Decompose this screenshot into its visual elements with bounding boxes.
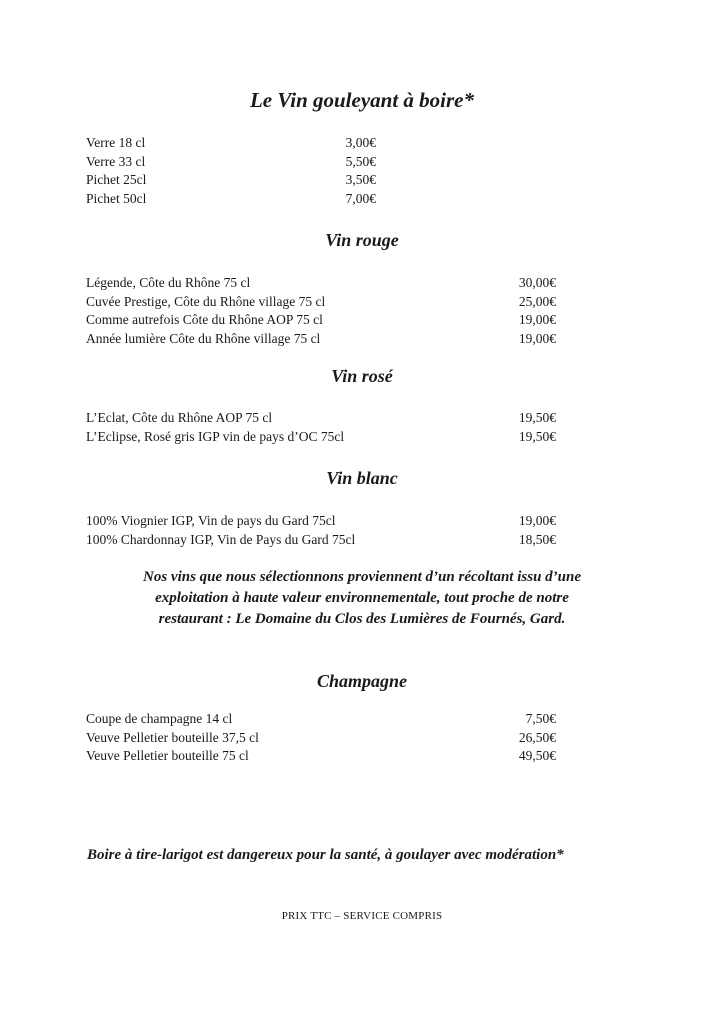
- section-title-vin-rose: Vin rosé: [331, 366, 393, 386]
- section-title-champagne: Champagne: [316, 671, 408, 691]
- note-line: Nos vins que nous sélectionnons proviennent d’un récoltant issu d’une: [143, 569, 581, 585]
- item-name: Verre 33 cl: [86, 153, 146, 169]
- item-name: Verre 18 cl: [86, 135, 146, 150]
- item-name: Veuve Pelletier bouteille 37,5 cl: [86, 729, 259, 745]
- item-price: 19,50€: [518, 410, 556, 425]
- item-name: Légende, Côte du Rhône 75 cl: [86, 275, 251, 290]
- item-price: 25,00€: [518, 293, 556, 309]
- item-name: L’Eclipse, Rosé gris IGP vin de pays d’OC 75cl: [86, 428, 345, 444]
- item-price: 3,50€: [345, 172, 376, 187]
- footer-pricing-note: PRIX TTC – SERVICE COMPRIS: [281, 910, 443, 922]
- moderation-warning: Boire à tire-larigot est dangereux pour la santé, à goulayer avec modération*: [87, 847, 564, 863]
- item-price: 19,00€: [518, 330, 556, 346]
- item-name: Pichet 50cl: [86, 190, 147, 206]
- note-line: restaurant : Le Domaine du Clos des Lumières de Fournés, Gard.: [158, 611, 566, 627]
- item-price: 7,00€: [345, 190, 376, 206]
- item-name: Coupe de champagne 14 cl: [86, 711, 233, 726]
- note-line: exploitation à haute valeur environnementale, tout proche de notre: [155, 590, 569, 606]
- item-name: Pichet 25cl: [86, 172, 147, 187]
- item-price: 19,00€: [518, 513, 556, 528]
- section-title-vin-rouge: Vin rouge: [325, 230, 399, 250]
- item-name: 100% Viognier IGP, Vin de pays du Gard 75cl: [86, 513, 336, 528]
- item-price: 3,00€: [345, 135, 376, 150]
- page-title: Le Vin gouleyant à boire*: [249, 88, 474, 112]
- item-price: 5,50€: [345, 153, 376, 169]
- item-price: 49,50€: [518, 748, 556, 763]
- item-name: L’Eclat, Côte du Rhône AOP 75 cl: [86, 410, 273, 425]
- item-price: 26,50€: [518, 729, 556, 745]
- item-name: Cuvée Prestige, Côte du Rhône village 75 cl: [86, 293, 326, 309]
- item-price: 7,50€: [525, 711, 556, 726]
- item-price: 19,50€: [518, 428, 556, 444]
- section-title-vin-blanc: Vin blanc: [326, 468, 398, 488]
- item-name: Année lumière Côte du Rhône village 75 cl: [86, 330, 321, 346]
- sourcing-note: [0, 567, 724, 630]
- item-price: 30,00€: [518, 275, 556, 290]
- item-name: Comme autrefois Côte du Rhône AOP 75 cl: [86, 312, 323, 327]
- item-name: Veuve Pelletier bouteille 75 cl: [86, 748, 249, 763]
- item-name: 100% Chardonnay IGP, Vin de Pays du Gard 75cl: [86, 531, 356, 547]
- item-price: 18,50€: [518, 531, 556, 547]
- item-price: 19,00€: [518, 312, 556, 327]
